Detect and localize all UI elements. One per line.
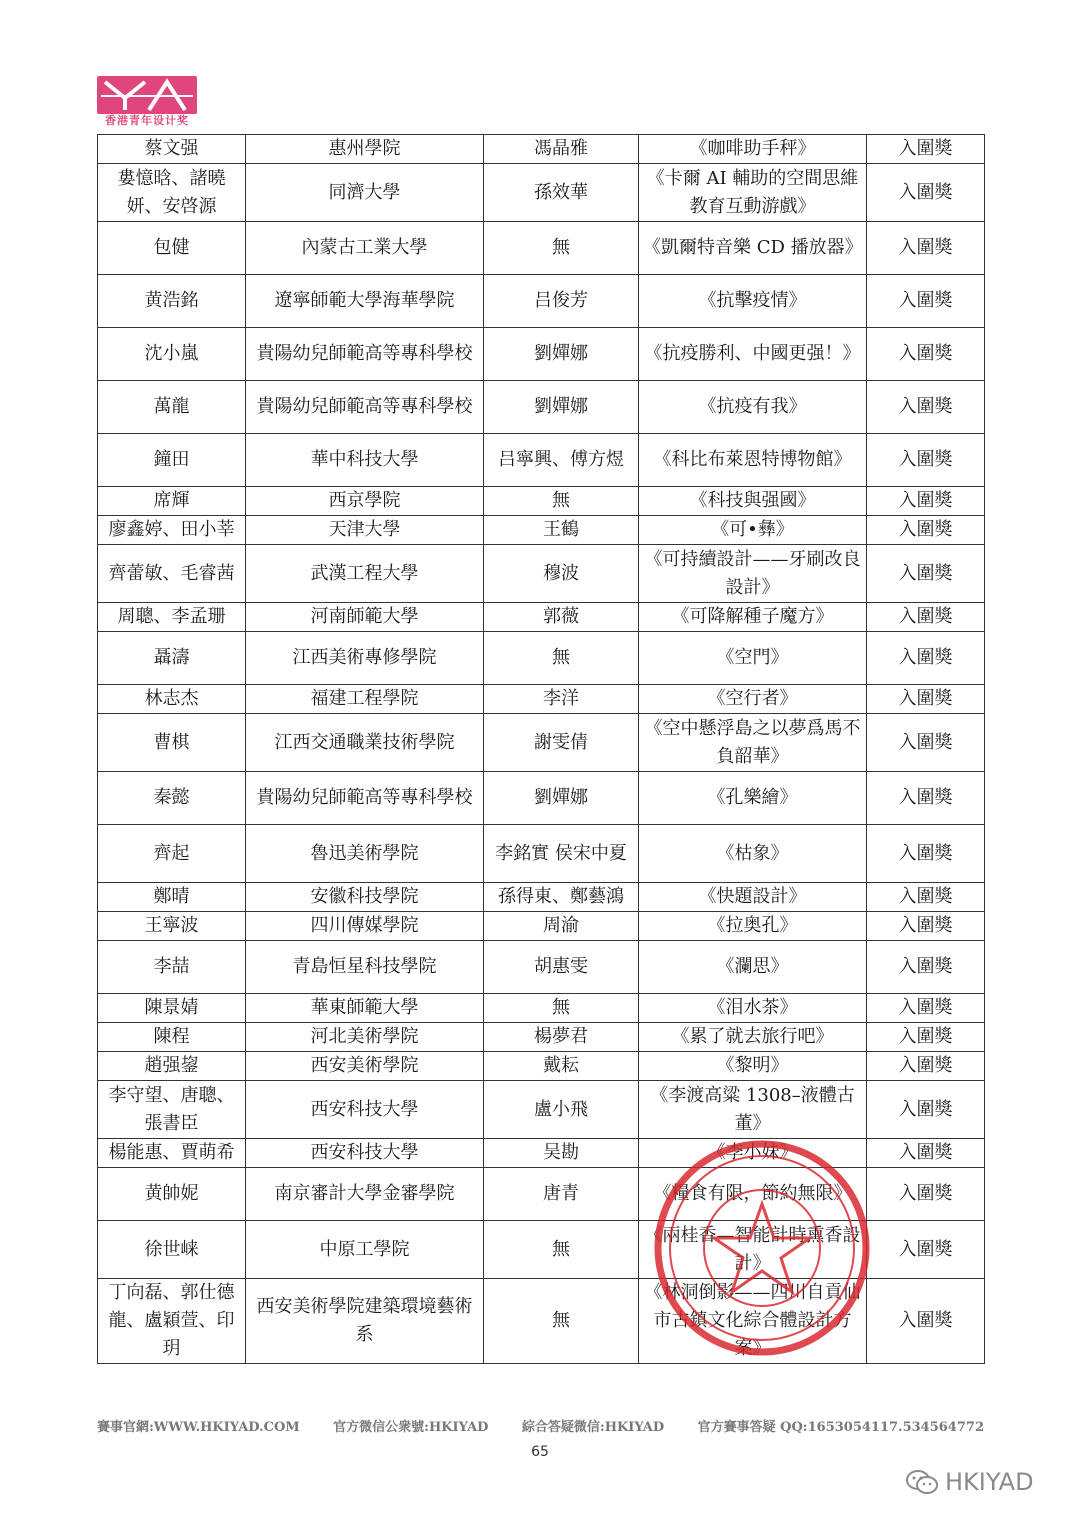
table-row (98, 434, 985, 487)
student-cell: 席輝 (98, 487, 246, 516)
teacher-cell: 胡惠雯 (484, 941, 639, 994)
teacher-cell: 穆波 (484, 545, 639, 603)
award-cell: 入圍獎 (867, 1023, 985, 1052)
footer (97, 1416, 984, 1435)
teacher-cell: 周渝 (484, 912, 639, 941)
teacher-cell: 劉嬋娜 (484, 328, 639, 381)
student-cell: 趙强鋆 (98, 1052, 246, 1081)
student-cell: 廖鑫婷、田小莘 (98, 516, 246, 545)
award-cell: 入圍獎 (867, 275, 985, 328)
table-row (98, 328, 985, 381)
logo-caption: 香港青年设计奖 (105, 114, 189, 127)
table-row (98, 545, 985, 603)
table-row (98, 941, 985, 994)
teacher-cell: 孫效華 (484, 164, 639, 222)
work-cell: 《李渡高粱 1308–液體古董》 (639, 1081, 867, 1139)
table-row (98, 1279, 985, 1364)
wechat-icon (905, 1468, 939, 1496)
teacher-cell: 劉嬋娜 (484, 381, 639, 434)
award-cell: 入圍獎 (867, 222, 985, 275)
teacher-cell: 吕寧興、傅方煜 (484, 434, 639, 487)
work-cell: 《瀾思》 (639, 941, 867, 994)
student-cell: 秦懿 (98, 772, 246, 825)
student-cell: 楊能惠、賈萌希 (98, 1139, 246, 1168)
work-cell: 《卡爾 AI 輔助的空間思維教育互動游戲》 (639, 164, 867, 222)
student-cell: 包健 (98, 222, 246, 275)
teacher-cell: 無 (484, 1279, 639, 1364)
teacher-cell: 盧小飛 (484, 1081, 639, 1139)
work-cell: 《抗疫有我》 (639, 381, 867, 434)
teacher-cell: 楊夢君 (484, 1023, 639, 1052)
table-row (98, 1081, 985, 1139)
award-cell: 入圍獎 (867, 328, 985, 381)
work-cell: 《糧食有限，節約無限》 (639, 1168, 867, 1221)
student-cell: 齊蕾敏、毛睿茜 (98, 545, 246, 603)
student-cell: 周聰、李孟珊 (98, 603, 246, 632)
teacher-cell: 馮晶雅 (484, 135, 639, 164)
award-cell: 入圍獎 (867, 1168, 985, 1221)
school-cell: 河南師範大學 (246, 603, 484, 632)
school-cell: 武漢工程大學 (246, 545, 484, 603)
footer-wechat-help: 綜合答疑微信:HKIYAD (521, 1420, 665, 1435)
award-table-body (98, 135, 985, 1364)
table-row (98, 714, 985, 772)
school-cell: 西京學院 (246, 487, 484, 516)
award-cell: 入圍獎 (867, 1139, 985, 1168)
award-cell: 入圍獎 (867, 1052, 985, 1081)
table-row (98, 883, 985, 912)
watermark (905, 1464, 1034, 1500)
work-cell: 《李小妹》 (639, 1139, 867, 1168)
work-cell: 《科比布萊恩特博物館》 (639, 434, 867, 487)
student-cell: 鐘田 (98, 434, 246, 487)
work-cell: 《可•彝》 (639, 516, 867, 545)
student-cell: 陳景婧 (98, 994, 246, 1023)
work-cell: 《可持續設計——牙刷改良設計》 (639, 545, 867, 603)
award-cell: 入圍獎 (867, 714, 985, 772)
award-cell: 入圍獎 (867, 434, 985, 487)
footer-qq: 官方賽事答疑 QQ:1653054117.534564772 (697, 1420, 984, 1435)
school-cell: 內蒙古工業大學 (246, 222, 484, 275)
footer-wechat-public: 官方微信公衆號:HKIYAD (333, 1420, 489, 1435)
teacher-cell: 無 (484, 994, 639, 1023)
table-row (98, 685, 985, 714)
school-cell: 魯迅美術學院 (246, 825, 484, 883)
footer-site: 賽事官網:WWW.HKIYAD.COM (97, 1420, 300, 1435)
school-cell: 華東師範大學 (246, 994, 484, 1023)
student-cell: 李守望、唐聰、張書臣 (98, 1081, 246, 1139)
school-cell: 南京審計大學金審學院 (246, 1168, 484, 1221)
teacher-cell: 戴耘 (484, 1052, 639, 1081)
award-cell: 入圍獎 (867, 825, 985, 883)
work-cell: 《凱爾特音樂 CD 播放器》 (639, 222, 867, 275)
award-cell: 入圍獎 (867, 994, 985, 1023)
work-cell: 《黎明》 (639, 1052, 867, 1081)
work-cell: 《抗擊疫情》 (639, 275, 867, 328)
table-row (98, 825, 985, 883)
work-cell: 《孔樂繪》 (639, 772, 867, 825)
school-cell: 同濟大學 (246, 164, 484, 222)
work-cell: 《累了就去旅行吧》 (639, 1023, 867, 1052)
work-cell: 《抗疫勝利、中國更强！》 (639, 328, 867, 381)
table-row (98, 516, 985, 545)
teacher-cell: 李銘實 侯宋中夏 (484, 825, 639, 883)
school-cell: 貴陽幼兒師範高等專科學校 (246, 772, 484, 825)
award-cell: 入圍獎 (867, 941, 985, 994)
work-cell: 《林洞倒影——四川自貢仙市古鎮文化綜合體設計方案》 (639, 1279, 867, 1364)
work-cell: 《快題設計》 (639, 883, 867, 912)
work-cell: 《可降解種子魔方》 (639, 603, 867, 632)
student-cell: 丁向磊、郭仕德龍、盧穎萱、印玥 (98, 1279, 246, 1364)
award-cell: 入圍獎 (867, 487, 985, 516)
award-cell: 入圍獎 (867, 381, 985, 434)
teacher-cell: 無 (484, 1221, 639, 1279)
page-number: 65 (531, 1444, 549, 1460)
logo-mark (97, 76, 197, 114)
school-cell: 貴陽幼兒師範高等專科學校 (246, 381, 484, 434)
watermark-text: HKIYAD (945, 1468, 1034, 1496)
table-row (98, 912, 985, 941)
student-cell: 林志杰 (98, 685, 246, 714)
student-cell: 萬龍 (98, 381, 246, 434)
school-cell: 天津大學 (246, 516, 484, 545)
table-row (98, 994, 985, 1023)
teacher-cell: 劉嬋娜 (484, 772, 639, 825)
school-cell: 惠州學院 (246, 135, 484, 164)
award-cell: 入圍獎 (867, 883, 985, 912)
student-cell: 黄帥妮 (98, 1168, 246, 1221)
school-cell: 福建工程學院 (246, 685, 484, 714)
student-cell: 聶濤 (98, 632, 246, 685)
student-cell: 王寧波 (98, 912, 246, 941)
table-row (98, 632, 985, 685)
school-cell: 江西交通職業技術學院 (246, 714, 484, 772)
award-cell: 入圍獎 (867, 603, 985, 632)
school-cell: 華中科技大學 (246, 434, 484, 487)
award-cell: 入圍獎 (867, 135, 985, 164)
school-cell: 四川傳媒學院 (246, 912, 484, 941)
award-cell: 入圍獎 (867, 516, 985, 545)
teacher-cell: 無 (484, 632, 639, 685)
school-cell: 江西美術專修學院 (246, 632, 484, 685)
school-cell: 青島恒星科技學院 (246, 941, 484, 994)
award-cell: 入圍獎 (867, 685, 985, 714)
work-cell: 《空行者》 (639, 685, 867, 714)
work-cell: 《兩桂香—智能計時熏香設計》 (639, 1221, 867, 1279)
table-row (98, 487, 985, 516)
work-cell: 《空中懸浮島之以夢爲馬不負韶華》 (639, 714, 867, 772)
table-row (98, 1139, 985, 1168)
award-cell: 入圍獎 (867, 632, 985, 685)
work-cell: 《枯象》 (639, 825, 867, 883)
student-cell: 曹棋 (98, 714, 246, 772)
teacher-cell: 郭薇 (484, 603, 639, 632)
table-row (98, 772, 985, 825)
teacher-cell: 謝雯倩 (484, 714, 639, 772)
school-cell: 西安科技大學 (246, 1139, 484, 1168)
teacher-cell: 吴勘 (484, 1139, 639, 1168)
award-cell: 入圍獎 (867, 912, 985, 941)
student-cell: 齊起 (98, 825, 246, 883)
teacher-cell: 無 (484, 487, 639, 516)
work-cell: 《拉奥孔》 (639, 912, 867, 941)
work-cell: 《泪水茶》 (639, 994, 867, 1023)
teacher-cell: 唐青 (484, 1168, 639, 1221)
student-cell: 李喆 (98, 941, 246, 994)
logo (97, 76, 197, 130)
award-table (97, 134, 985, 1364)
award-cell: 入圍獎 (867, 772, 985, 825)
student-cell: 鄭晴 (98, 883, 246, 912)
student-cell: 黄浩銘 (98, 275, 246, 328)
table-row (98, 1221, 985, 1279)
school-cell: 中原工學院 (246, 1221, 484, 1279)
school-cell: 西安科技大學 (246, 1081, 484, 1139)
school-cell: 河北美術學院 (246, 1023, 484, 1052)
teacher-cell: 王鶴 (484, 516, 639, 545)
school-cell: 西安美術學院建築環境藝術系 (246, 1279, 484, 1364)
teacher-cell: 李洋 (484, 685, 639, 714)
work-cell: 《空門》 (639, 632, 867, 685)
student-cell: 徐世崃 (98, 1221, 246, 1279)
table-row (98, 275, 985, 328)
award-cell: 入圍獎 (867, 1221, 985, 1279)
award-cell: 入圍獎 (867, 1081, 985, 1139)
table-row (98, 603, 985, 632)
table-row (98, 1168, 985, 1221)
school-cell: 貴陽幼兒師範高等專科學校 (246, 328, 484, 381)
student-cell: 婁憶晗、諸曉妍、安啓源 (98, 164, 246, 222)
teacher-cell: 無 (484, 222, 639, 275)
work-cell: 《科技與强國》 (639, 487, 867, 516)
school-cell: 安徽科技學院 (246, 883, 484, 912)
table-row (98, 135, 985, 164)
table-row (98, 164, 985, 222)
school-cell: 西安美術學院 (246, 1052, 484, 1081)
student-cell: 蔡文强 (98, 135, 246, 164)
table-row (98, 1052, 985, 1081)
table-row (98, 1023, 985, 1052)
student-cell: 陳程 (98, 1023, 246, 1052)
table-row (98, 222, 985, 275)
award-cell: 入圍獎 (867, 545, 985, 603)
teacher-cell: 孫得東、鄭藝鴻 (484, 883, 639, 912)
school-cell: 遼寧師範大學海華學院 (246, 275, 484, 328)
teacher-cell: 吕俊芳 (484, 275, 639, 328)
table-row (98, 381, 985, 434)
student-cell: 沈小嵐 (98, 328, 246, 381)
award-cell: 入圍獎 (867, 1279, 985, 1364)
work-cell: 《咖啡助手秤》 (639, 135, 867, 164)
award-cell: 入圍獎 (867, 164, 985, 222)
